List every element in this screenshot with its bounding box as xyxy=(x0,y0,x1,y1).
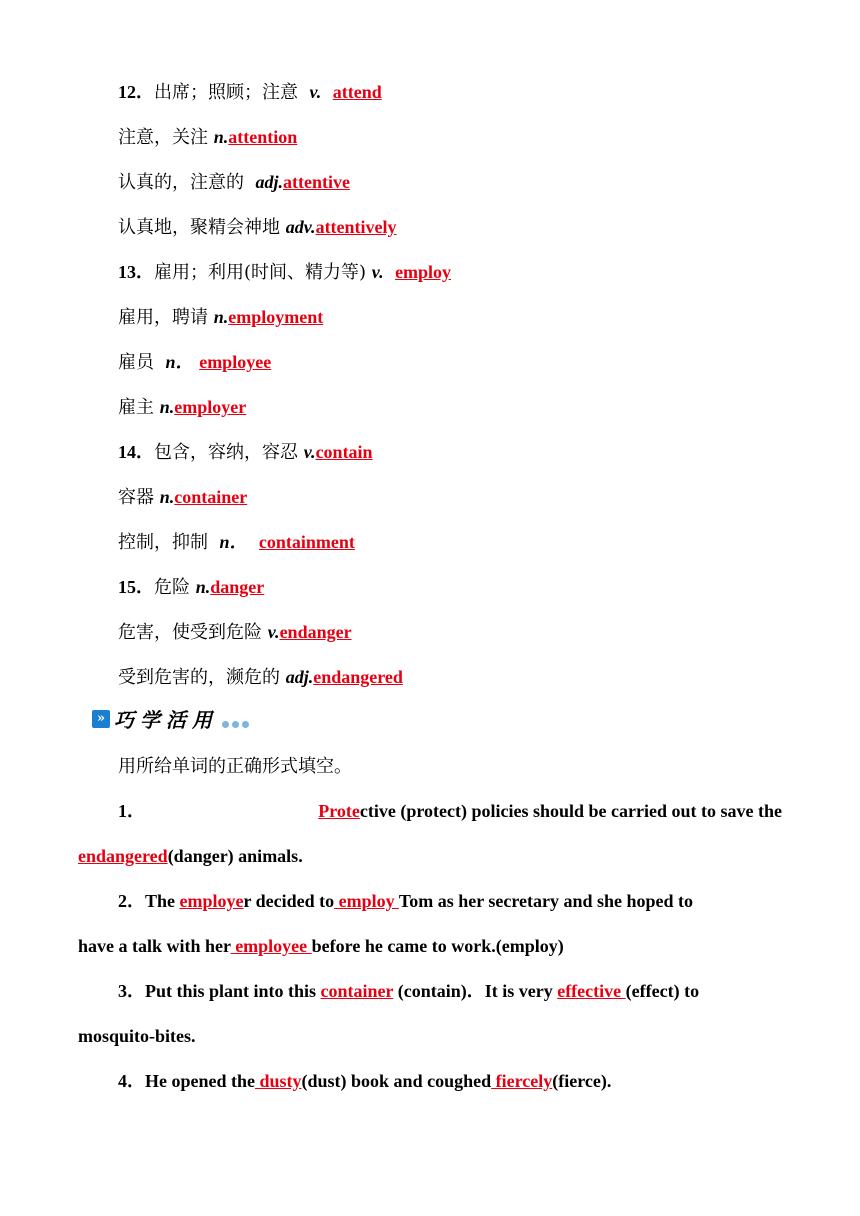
vocab-line xyxy=(118,395,246,420)
vocab-line-15 xyxy=(118,575,264,600)
part-of-speech: n． xyxy=(219,532,248,552)
vocab-line xyxy=(118,125,297,150)
part-of-speech: n. xyxy=(195,577,211,597)
chinese-meaning: 控制，抑制 xyxy=(118,532,208,553)
answer-fill: Prote xyxy=(318,801,360,821)
vocab-line xyxy=(118,170,350,195)
part-of-speech: adj. xyxy=(285,667,314,687)
answer-word: employ xyxy=(395,262,452,282)
answer-word: endanger xyxy=(279,622,352,642)
answer-word: attend xyxy=(332,82,382,102)
exercise-text: r decided to xyxy=(243,891,335,911)
chinese-meaning: 出席；照顾；注意 xyxy=(154,82,298,103)
item-number: 1． xyxy=(118,801,145,821)
vocab-line-14 xyxy=(118,440,373,465)
vocab-line-12 xyxy=(118,80,382,105)
exercise-text: before he came to work.(employ) xyxy=(311,936,564,956)
exercise-text: He opened the xyxy=(145,1071,255,1091)
vocab-line xyxy=(118,350,271,375)
answer-word: endangered xyxy=(313,667,403,687)
answer-word: danger xyxy=(210,577,265,597)
vocab-line-13 xyxy=(118,260,451,285)
section-title: 巧学活用 xyxy=(114,708,218,732)
exercise-text: (contain)．It is very xyxy=(393,981,558,1001)
answer-word: employment xyxy=(228,307,324,327)
exercise-1 xyxy=(78,789,782,879)
chinese-meaning: 危险 xyxy=(154,577,190,598)
decorative-dots-icon xyxy=(222,713,252,732)
chinese-meaning: 雇用，聘请 xyxy=(118,307,208,328)
part-of-speech: adj. xyxy=(255,172,283,192)
answer-word: attentively xyxy=(315,217,397,237)
answer-word: employer xyxy=(174,397,247,417)
chinese-meaning: 雇用；利用(时间、精力等) xyxy=(154,262,367,283)
exercise-text: ctive (protect) policies should be carried out to save the xyxy=(359,801,782,821)
answer-word: containment xyxy=(258,532,355,552)
exercise-line xyxy=(78,789,782,834)
answer-fill: employ xyxy=(334,891,399,911)
exercise-text: The xyxy=(145,891,180,911)
exercise-line xyxy=(78,1014,782,1059)
chinese-meaning: 危害，使受到危险 xyxy=(118,622,262,643)
exercise-line xyxy=(78,1059,782,1104)
part-of-speech: v. xyxy=(303,442,316,462)
vocab-line xyxy=(118,530,355,555)
exercise-text: (dust) book and coughed xyxy=(301,1071,492,1091)
chinese-meaning: 注意，关注 xyxy=(118,127,208,148)
answer-fill: effective xyxy=(557,981,626,1001)
vocab-line xyxy=(118,305,323,330)
vocab-line xyxy=(118,215,397,240)
part-of-speech: n. xyxy=(159,397,175,417)
answer-fill: endangered xyxy=(78,846,168,866)
chinese-meaning: 容器 xyxy=(118,487,154,508)
exercise-line xyxy=(78,879,782,924)
item-number: 15． xyxy=(118,577,154,597)
vocab-line xyxy=(118,665,403,690)
part-of-speech: adv. xyxy=(285,217,316,237)
double-chevron-icon: » xyxy=(92,710,110,728)
answer-fill: employe xyxy=(179,891,244,911)
exercise-text: (danger) animals. xyxy=(167,846,303,866)
exercise-text: Tom as her secretary and she hoped to xyxy=(398,891,694,911)
exercise-4 xyxy=(78,1059,782,1104)
part-of-speech: v. xyxy=(371,262,384,282)
exercise-text: Put this plant into this xyxy=(145,981,321,1001)
part-of-speech: v. xyxy=(267,622,280,642)
item-number: 12． xyxy=(118,82,154,102)
answer-word: employee xyxy=(199,352,272,372)
chinese-meaning: 认真的，注意的 xyxy=(118,172,244,193)
chinese-meaning: 包含，容纳，容忍 xyxy=(154,442,298,463)
answer-fill: fiercely xyxy=(491,1071,553,1091)
answer-word: attention xyxy=(228,127,298,147)
exercise-2 xyxy=(78,879,782,969)
vocab-line xyxy=(118,620,352,645)
chinese-meaning: 雇主 xyxy=(118,397,154,418)
item-number: 4． xyxy=(118,1071,145,1091)
answer-word: container xyxy=(174,487,248,507)
part-of-speech: n. xyxy=(213,307,229,327)
answer-fill: dusty xyxy=(255,1071,302,1091)
answer-fill: container xyxy=(320,981,394,1001)
chinese-meaning: 雇员 xyxy=(118,352,154,373)
exercise-line xyxy=(78,834,782,879)
answer-word: attentive xyxy=(282,172,350,192)
chinese-meaning: 认真地，聚精会神地 xyxy=(118,217,280,238)
answer-fill: employee xyxy=(230,936,312,956)
vocab-line xyxy=(118,485,247,510)
part-of-speech: v. xyxy=(309,82,322,102)
exercise-text: (fierce). xyxy=(552,1071,612,1091)
chinese-meaning: 受到危害的，濒危的 xyxy=(118,667,280,688)
item-number: 14． xyxy=(118,442,154,462)
exercise-text: have a talk with her xyxy=(78,936,231,956)
exercise-line xyxy=(78,969,782,1014)
part-of-speech: n. xyxy=(213,127,229,147)
instruction-text: 用所给单词的正确形式填空。 xyxy=(118,756,352,777)
item-number: 3． xyxy=(118,981,145,1001)
exercise-3 xyxy=(78,969,782,1059)
item-number: 2． xyxy=(118,891,145,911)
exercise-text: (effect) to xyxy=(625,981,700,1001)
part-of-speech: n. xyxy=(159,487,175,507)
item-number: 13． xyxy=(118,262,154,282)
exercise-line xyxy=(78,924,782,969)
part-of-speech: n． xyxy=(165,352,194,372)
answer-word: contain xyxy=(315,442,373,462)
exercise-text: mosquito-bites. xyxy=(78,1026,196,1046)
